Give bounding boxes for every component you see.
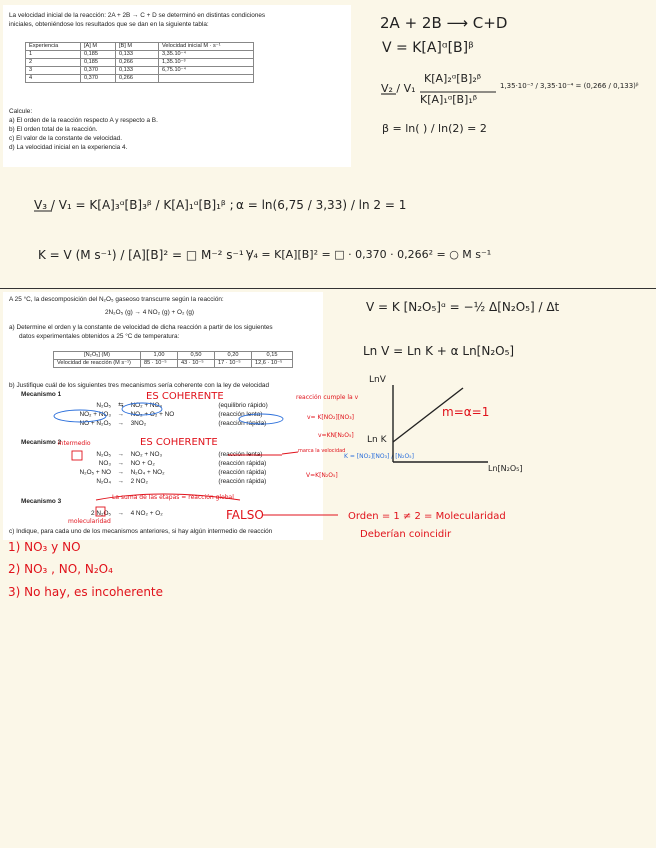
mech-arrow: →: [117, 478, 124, 485]
red-box: [72, 451, 82, 460]
red-brace: [96, 494, 240, 500]
mech-arrow: →: [117, 510, 124, 517]
mech-reactants: NO₃: [98, 460, 111, 467]
mech-arrow: →: [117, 420, 124, 427]
note-ratio-den: K[A]₁ᵅ[B]₁ᵝ: [420, 93, 478, 106]
mech-reactants: N₂O₄: [96, 478, 111, 485]
note-v1-expr: v= K[NO₂][NO₃]: [307, 414, 355, 421]
problem1-statement-line1: La velocidad inicial de la reacción: 2A + 2B → C + D se determinó en distintas condiciones: [9, 12, 266, 19]
table-cell: 12,6 · 10⁻⁵: [252, 360, 293, 368]
mech-products: NO₂ + NO₃: [130, 451, 163, 458]
problem1-statement-line2: iniciales, obteniéndose los resultados que se dan en la siguiente tabla:: [9, 21, 209, 28]
note-es-coherente-2: ES COHERENTE: [140, 437, 218, 448]
mech-arrow: ⇆: [118, 402, 124, 409]
problem2-part-c: c) Indique, para cada uno de los mecanismos anteriores, si hay algún intermedio de reacción: [9, 528, 273, 535]
question-c: c) El valor de la constante de velocidad.: [9, 135, 122, 142]
table-cell: Velocidad de reacción (M s⁻¹): [54, 360, 141, 368]
mech-reactants: NO + N₂O₅: [79, 420, 111, 427]
table-cell: 0,50: [178, 352, 215, 360]
answer-1: 1) NO₃ y NO: [8, 540, 81, 554]
note-ratio-lhs: V₂ / V₁: [381, 82, 416, 95]
note-ratio-num: K[A]₂ᵅ[B]₂ᵝ: [424, 72, 482, 85]
table-cell: 3,35.10⁻⁴: [159, 51, 254, 59]
table-cell: 0,185: [81, 51, 116, 59]
table-cell: 3: [26, 67, 81, 75]
problem2-reaction: 2N₂O₅ (g) → 4 NO₂ (g) + O₂ (g): [105, 309, 195, 316]
mech-type: (reacción rápida): [218, 420, 267, 427]
graph-line: [393, 388, 463, 442]
mech-arrow: →: [117, 451, 124, 458]
mech1-title: Mecanismo 1: [21, 391, 62, 398]
note-beta: β = ln( ) / ln(2) = 2: [382, 122, 487, 135]
mech-reactants: NO₂ + NO₃: [79, 411, 111, 418]
table-cell: 1: [26, 51, 81, 59]
graph-y-label: LnV: [369, 375, 386, 385]
note-falso: FALSO: [226, 508, 264, 522]
red-arrow: [282, 452, 298, 454]
mech-products: 3NO₂: [130, 420, 147, 427]
mech-products: NO₂ + O₂ + NO: [130, 411, 175, 418]
note-k-eq: K = [NO₂][NO₃] / [N₂O₅]: [344, 453, 414, 460]
note-deberian: Deberían coincidir: [360, 529, 452, 540]
mech-products: NO + O₂: [130, 460, 155, 467]
mech-products: 2 NO₂: [130, 478, 148, 485]
problem2-part-a-line1: a) Determine el orden y la constante de velocidad de dicha reacción a partir de los siguientes: [9, 324, 273, 331]
question-b: b) El orden total de la reacción.: [9, 126, 98, 133]
mech-products: 4 NO₂ + O₂: [130, 510, 163, 517]
header-cell: [B] M: [116, 43, 159, 51]
problem2-part-b: b) Justifique cuál de los siguientes tres mecanismos sería coherente con la ley de velocidad: [9, 382, 270, 389]
table-cell: 0,133: [116, 67, 159, 75]
note-orden: Orden = 1 ≠ 2 = Molecularidad: [348, 511, 506, 522]
header-cell: Velocidad inicial M · s⁻¹: [159, 43, 254, 51]
mech-type: (reacción rápida): [218, 478, 267, 485]
table-cell: 43 · 10⁻⁵: [178, 360, 215, 368]
table-cell: 6,75.10⁻⁴: [159, 67, 254, 75]
mech-type: (reacción lenta): [218, 411, 263, 418]
graph-x-label: Ln[N₂O₅]: [488, 464, 523, 473]
mech-type: (equilibrio rápido): [218, 402, 268, 409]
graph-slope: m=α=1: [442, 405, 490, 419]
note-molecularidad: molecularidad: [68, 518, 111, 525]
table-cell: 17 · 10⁻⁵: [215, 360, 252, 368]
note-marca-vel: marca la velocidad: [298, 448, 346, 454]
mech-arrow: →: [117, 411, 124, 418]
note-es-coherente-1: ES COHERENTE: [146, 391, 224, 402]
note-rate-def: V = K [N₂O₅]ᵅ = −½ Δ[N₂O₅] / Δt: [366, 300, 560, 314]
table-cell: 0,370: [81, 67, 116, 75]
note-intermedio: intermedio: [58, 440, 91, 447]
note-v1b: v=KN[N₂O₅]: [318, 432, 354, 439]
mech2-title: Mecanismo 2: [21, 439, 62, 446]
mech-arrow: →: [117, 460, 124, 467]
mech-reactants: N₂O₅ + NO: [79, 469, 111, 476]
note-v4-expr: V₄ = K[A][B]² = □ · 0,370 · 0,266² = ○ M s⁻¹: [246, 248, 492, 261]
mech-reactants: N₂O₅: [96, 402, 111, 409]
table-cell: 0,266: [116, 59, 159, 67]
mech-products: N₂O₄ + NO₂: [130, 469, 165, 476]
red-box: [96, 507, 105, 516]
blue-circle: [122, 403, 162, 415]
mech-reactants: N₂O₅: [96, 451, 111, 458]
table-cell: 0,15: [252, 352, 293, 360]
question-a: a) El orden de la reacción respecto A y respecto a B.: [9, 117, 158, 124]
note-reaction: 2A + 2B ⟶ C+D: [380, 14, 508, 32]
mech3-title: Mecanismo 3: [21, 498, 62, 505]
mech-arrow: →: [117, 469, 124, 476]
blue-circle: [54, 410, 106, 422]
mech-products: NO₂ + NO₃: [130, 402, 163, 409]
note-log-form: Ln V = Ln K + α Ln[N₂O₅]: [363, 344, 515, 358]
note-k-expr: K = V (M s⁻¹) / [A][B]² = □ M⁻² s⁻¹ ;: [38, 248, 252, 262]
note-cumple-v: reacción cumple la v: [296, 394, 359, 401]
blue-circle: [239, 414, 283, 424]
note-sum: La suma de las etapas = reacción global: [112, 494, 234, 501]
header-cell: Experiencia: [26, 43, 81, 51]
question-d: d) La velocidad inicial en la experiencia 4.: [9, 144, 128, 151]
mech-reactants: 2 N₂O₅: [91, 510, 111, 517]
note-v2-expr: V=K[N₂O₅]: [306, 472, 338, 479]
mech-type: (reacción rápida): [218, 460, 267, 467]
table-cell: [N₂O₅] (M): [54, 352, 141, 360]
problem2-part-a-line2: datos experimentales obtenidos a 25 °C de temperatura:: [19, 333, 180, 340]
table-cell: 4: [26, 75, 81, 83]
problem2-statement: A 25 °C, la descomposición del N₂O₅ gaseoso transcurre según la reacción:: [9, 296, 224, 303]
table-cell: 0,20: [215, 352, 252, 360]
mech-type: (reacción lenta): [218, 451, 263, 458]
table-cell: 1,00: [141, 352, 178, 360]
answer-2: 2) NO₃ , NO, N₂O₄: [8, 562, 113, 576]
table-cell: 2: [26, 59, 81, 67]
note-v3-ratio: V₃ / V₁ = K[A]₃ᵅ[B]₃ᵝ / K[A]₁ᵅ[B]₁ᵝ ;: [34, 198, 234, 212]
note-ratio-numbers: 1,35·10⁻³ / 3,35·10⁻⁴ = (0,266 / 0,133)ᵝ: [500, 82, 639, 90]
table-cell: 0,133: [116, 51, 159, 59]
table-cell: 0,370: [81, 75, 116, 83]
calcule-label: Calcule:: [9, 108, 33, 115]
note-rate-law: V = K[A]ᵅ[B]ᵝ: [382, 40, 474, 56]
table-cell: 1,35.10⁻³: [159, 59, 254, 67]
header-cell: [A] M: [81, 43, 116, 51]
mech-type: (reacción rápida): [218, 469, 267, 476]
table-cell: 85 · 10⁻⁵: [141, 360, 178, 368]
graph-intercept: Ln K: [367, 435, 387, 445]
table-cell: 0,266: [116, 75, 159, 83]
note-alpha: α = ln(6,75 / 3,33) / ln 2 = 1: [236, 198, 407, 212]
answer-3: 3) No hay, es incoherente: [8, 585, 164, 599]
table-cell: 0,185: [81, 59, 116, 67]
